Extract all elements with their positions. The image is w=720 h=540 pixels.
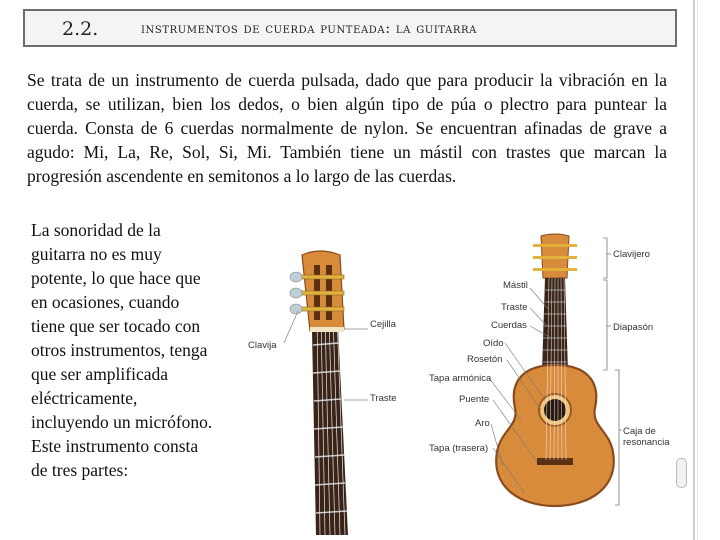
right-edge-rule: [693, 0, 695, 540]
label-traste-headstock: Traste: [370, 393, 397, 404]
section-number: 2.2.: [62, 18, 99, 40]
peg-buttons: [290, 272, 302, 314]
label-caja-line1: Caja de: [623, 426, 656, 437]
label-diapason: Diapasón: [613, 322, 654, 333]
guitar-illustration: [425, 230, 685, 510]
label-tapa-trasera: Tapa (trasera): [429, 443, 489, 454]
bridge: [537, 458, 573, 465]
label-traste: Traste: [501, 302, 528, 313]
label-cuerdas: Cuerdas: [491, 320, 527, 331]
label-puente: Puente: [459, 394, 490, 405]
headstock-illustration: [240, 245, 410, 535]
section-title: instrumentos de cuerda punteada: la guitarra: [141, 21, 477, 37]
label-caja-line2: resonancia: [623, 437, 670, 448]
right-edge-rule-thin: [697, 0, 698, 540]
label-aro: Aro: [475, 418, 490, 429]
label-clavijero: Clavijero: [613, 249, 650, 260]
side-paragraph: La sonoridad de la guitarra no es muy potente, lo que hace que en ocasiones, cuando tiene que ser tocado con otros instrumentos, tenga que ser amplificada eléctricamente, incluyendo un micrófono. Este instrumento consta de tres partes:: [31, 220, 213, 480]
label-clavija: Clavija: [248, 340, 277, 351]
title-bar: [23, 9, 677, 47]
label-mastil: Mástil: [503, 280, 528, 291]
soundhole: [544, 399, 566, 421]
label-oido: Oído: [483, 338, 504, 349]
label-roseton: Rosetón: [467, 354, 503, 365]
guitar-body: [496, 365, 614, 506]
nut: [310, 327, 344, 332]
intro-paragraph: Se trata de un instrumento de cuerda pulsada, dado que para producir la vibración en la cuerda, se utilizan, bien los dedos, o bien algún tipo de púa o plectro para puntear la cuerda. Consta de 6 cuerdas normalmente de nylon. Se encuentran afinadas de grave a agudo: Mi, La, Re, Sol, Si, Mi. También tiene un mástil con trastes que marcan la progresión ascendente en semitonos a lo largo de las cuerdas.: [27, 70, 667, 186]
label-tapa-armonica: Tapa armónica: [429, 373, 492, 384]
scroll-indicator[interactable]: [676, 458, 687, 488]
label-cejilla: Cejilla: [370, 319, 396, 330]
clavija-leader: [284, 311, 298, 343]
